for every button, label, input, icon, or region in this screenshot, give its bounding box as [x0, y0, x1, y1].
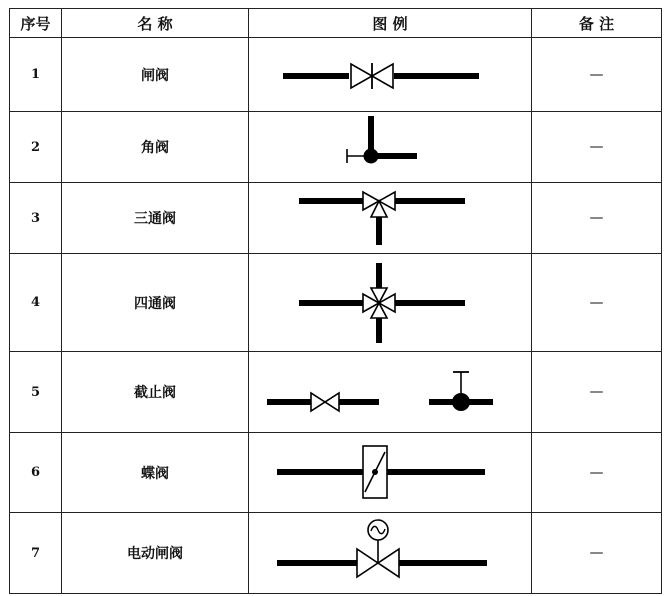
row-seq: 4 — [10, 254, 62, 352]
row-seq: 3 — [10, 183, 62, 254]
four-way-valve-icon — [249, 255, 532, 351]
row-name: 角阀 — [62, 112, 249, 183]
row-seq: 6 — [10, 433, 62, 513]
motorized-gate-valve-icon — [249, 513, 532, 593]
row-seq: 2 — [10, 112, 62, 183]
header-row — [10, 9, 662, 38]
angle-valve-icon — [249, 112, 532, 182]
row-name: 电动闸阀 — [62, 513, 249, 594]
table-row — [10, 352, 662, 433]
valve-legend-table — [9, 8, 662, 594]
row-note: — — [532, 433, 662, 513]
globe-valve-icon — [249, 352, 532, 432]
three-way-valve-icon — [249, 183, 532, 253]
gate-valve-icon — [249, 39, 532, 111]
row-note: — — [532, 112, 662, 183]
header-name: 名 称 — [62, 9, 249, 38]
row-note: — — [532, 352, 662, 433]
row-seq: 7 — [10, 513, 62, 594]
row-name: 四通阀 — [62, 254, 249, 352]
row-name: 蝶阀 — [62, 433, 249, 513]
row-note: — — [532, 513, 662, 594]
table-row — [10, 254, 662, 352]
row-name: 截止阀 — [62, 352, 249, 433]
row-seq: 5 — [10, 352, 62, 433]
row-note: — — [532, 254, 662, 352]
table-row — [10, 433, 662, 513]
table-row — [10, 38, 662, 112]
row-note: — — [532, 38, 662, 112]
table-row — [10, 513, 662, 594]
row-note: — — [532, 183, 662, 254]
row-name: 三通阀 — [62, 183, 249, 254]
table-row — [10, 112, 662, 183]
row-seq: 1 — [10, 38, 62, 112]
row-name: 闸阀 — [62, 38, 249, 112]
header-note: 备 注 — [532, 9, 662, 38]
header-seq: 序号 — [10, 9, 62, 38]
butterfly-valve-icon — [249, 434, 532, 512]
header-symbol: 图 例 — [249, 9, 532, 38]
table-row — [10, 183, 662, 254]
